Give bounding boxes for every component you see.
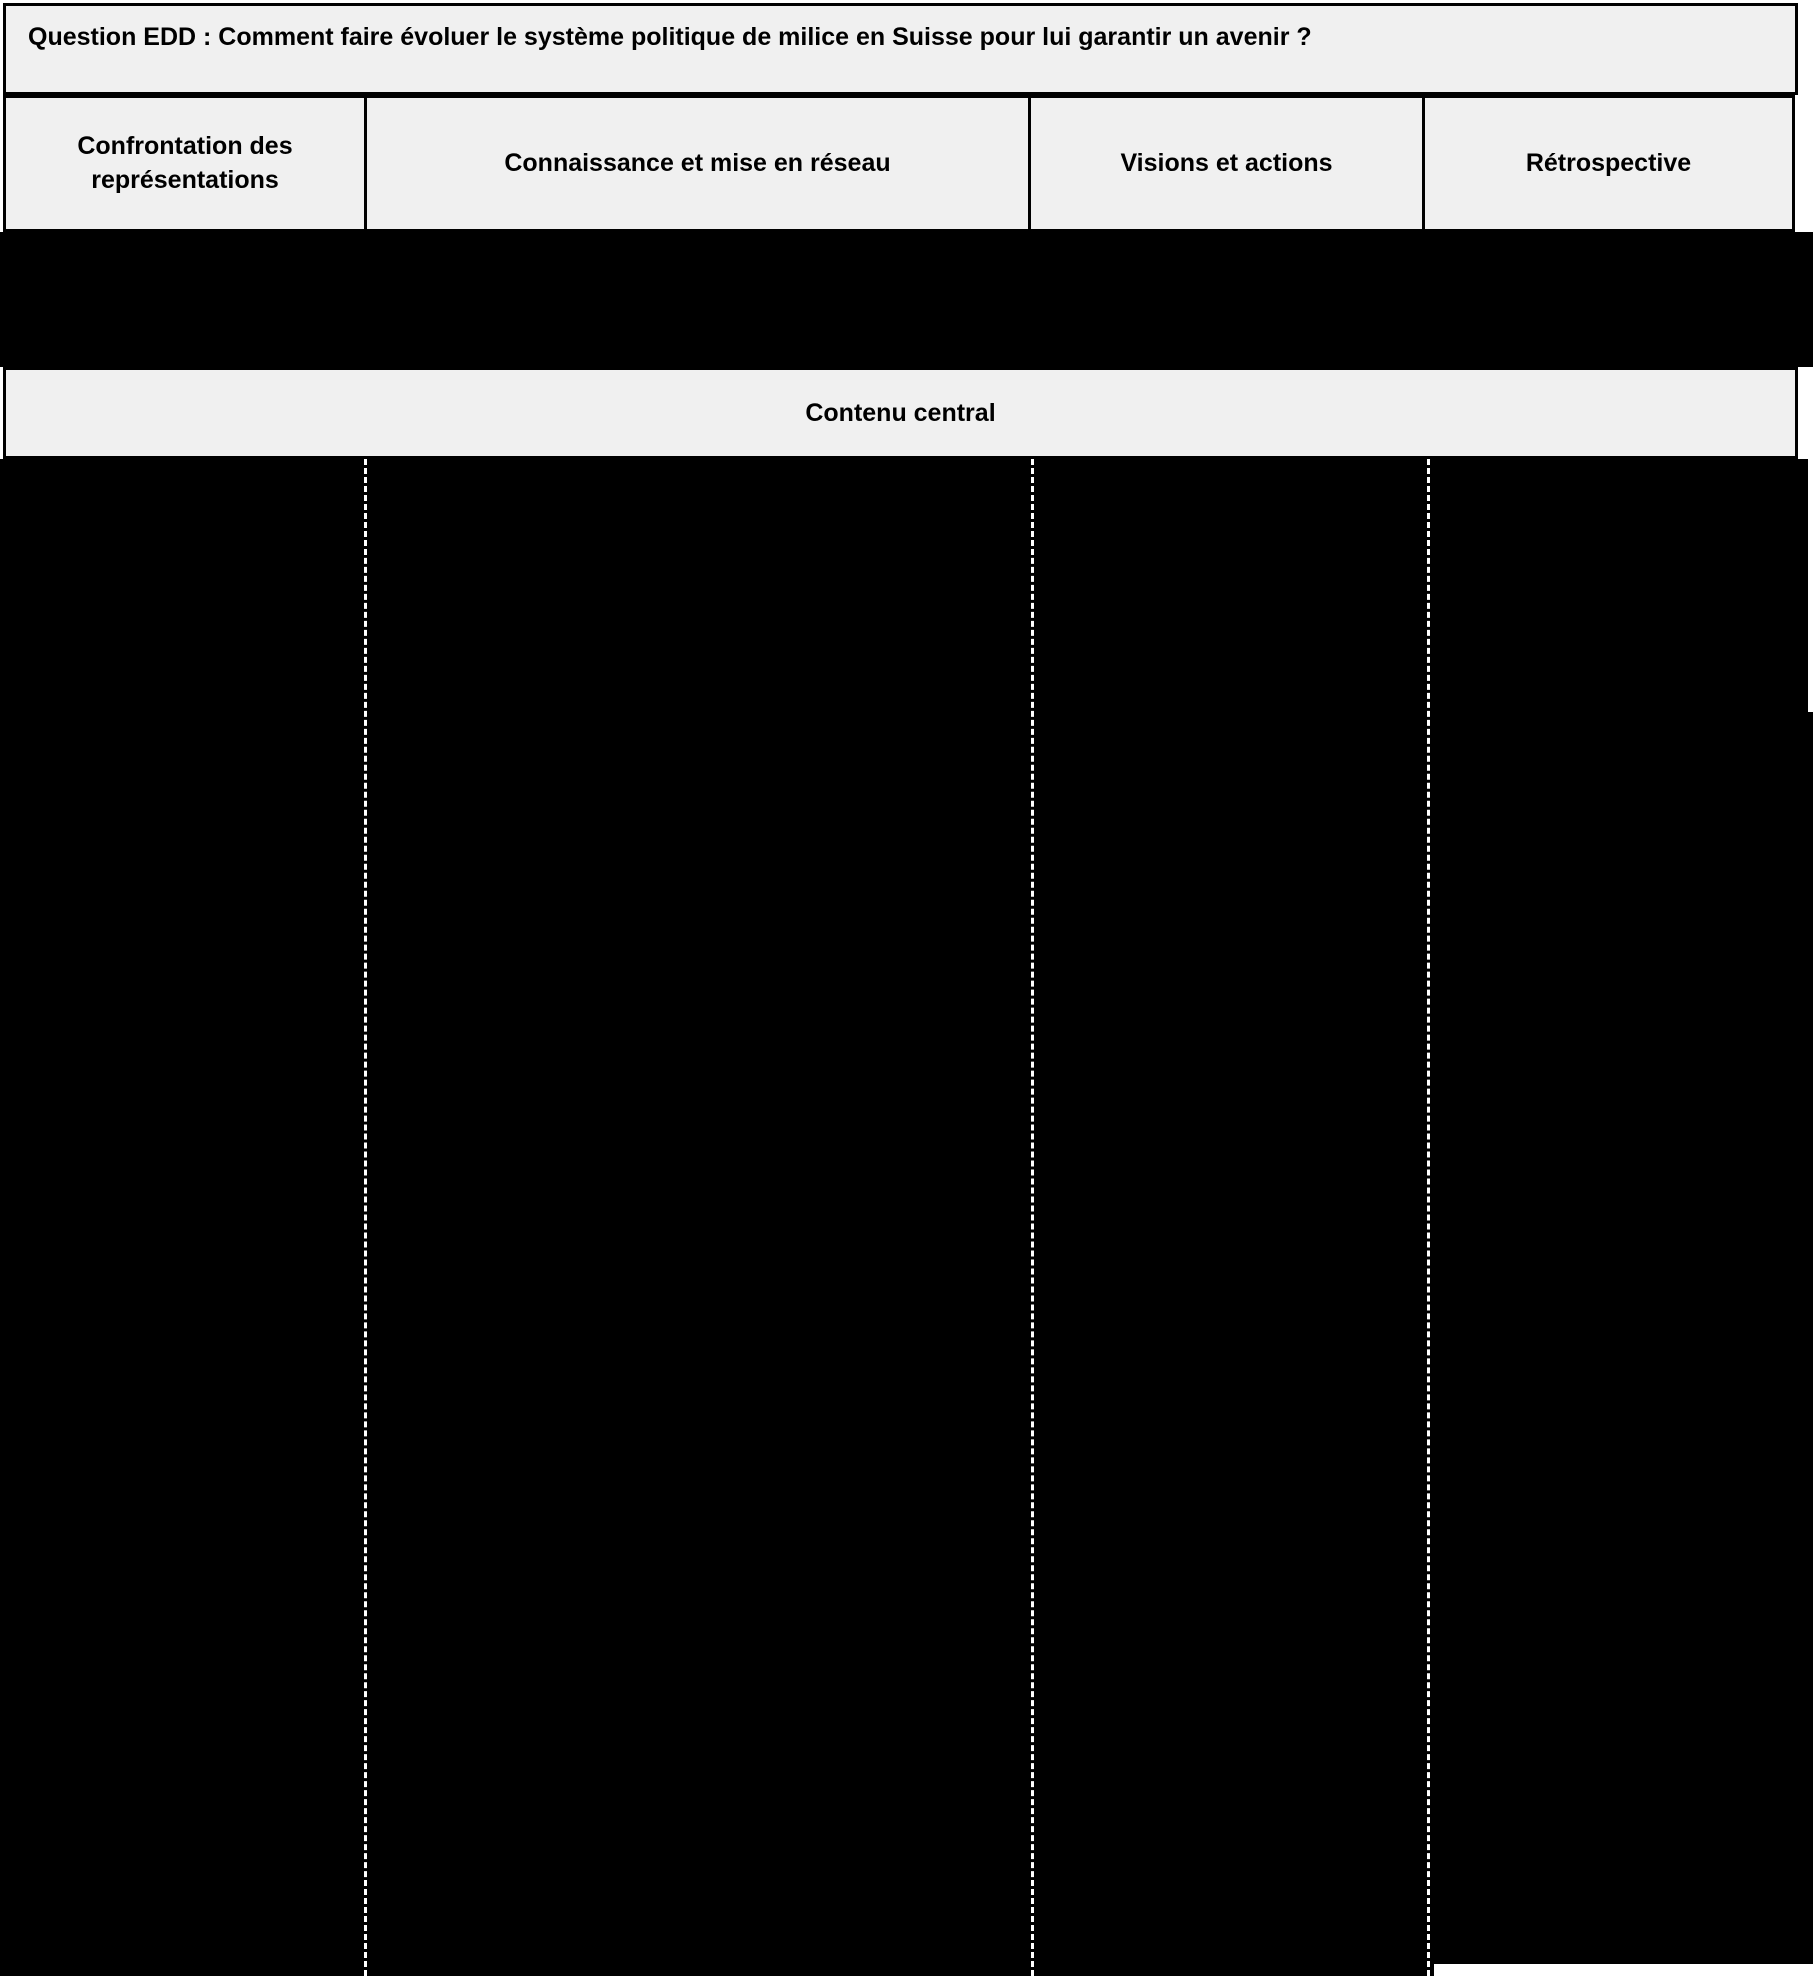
phase-label: Rétrospective: [1525, 148, 1692, 177]
phase-cell-confrontation: [3, 95, 367, 232]
phase-label: Connaissance et mise en réseau: [504, 148, 891, 177]
diagram-body-area: [0, 459, 1813, 1976]
phase-cell-visions: [1028, 95, 1425, 232]
central-content-label: Contenu central: [805, 398, 996, 427]
question-bar: [3, 3, 1798, 95]
phase-cell-connaissance: [364, 95, 1031, 232]
question-text: Question EDD : Comment faire évoluer le système politique de milice en Suisse pour lui garantir un avenir ?: [28, 23, 1312, 51]
column-separator-2: [1031, 459, 1034, 1976]
central-content-bar: [3, 367, 1798, 459]
column-separator-1: [364, 459, 367, 1976]
bottom-edge-notch: [1434, 1964, 1813, 1976]
right-edge-notch: [1808, 459, 1813, 712]
upper-black-band: [0, 232, 1813, 367]
column-separator-3: [1427, 459, 1430, 1976]
phase-header-row: [3, 95, 1798, 232]
phase-cell-retrospective: [1422, 95, 1795, 232]
phase-label: Confrontation des représentations: [77, 131, 293, 194]
phase-label: Visions et actions: [1120, 148, 1333, 177]
